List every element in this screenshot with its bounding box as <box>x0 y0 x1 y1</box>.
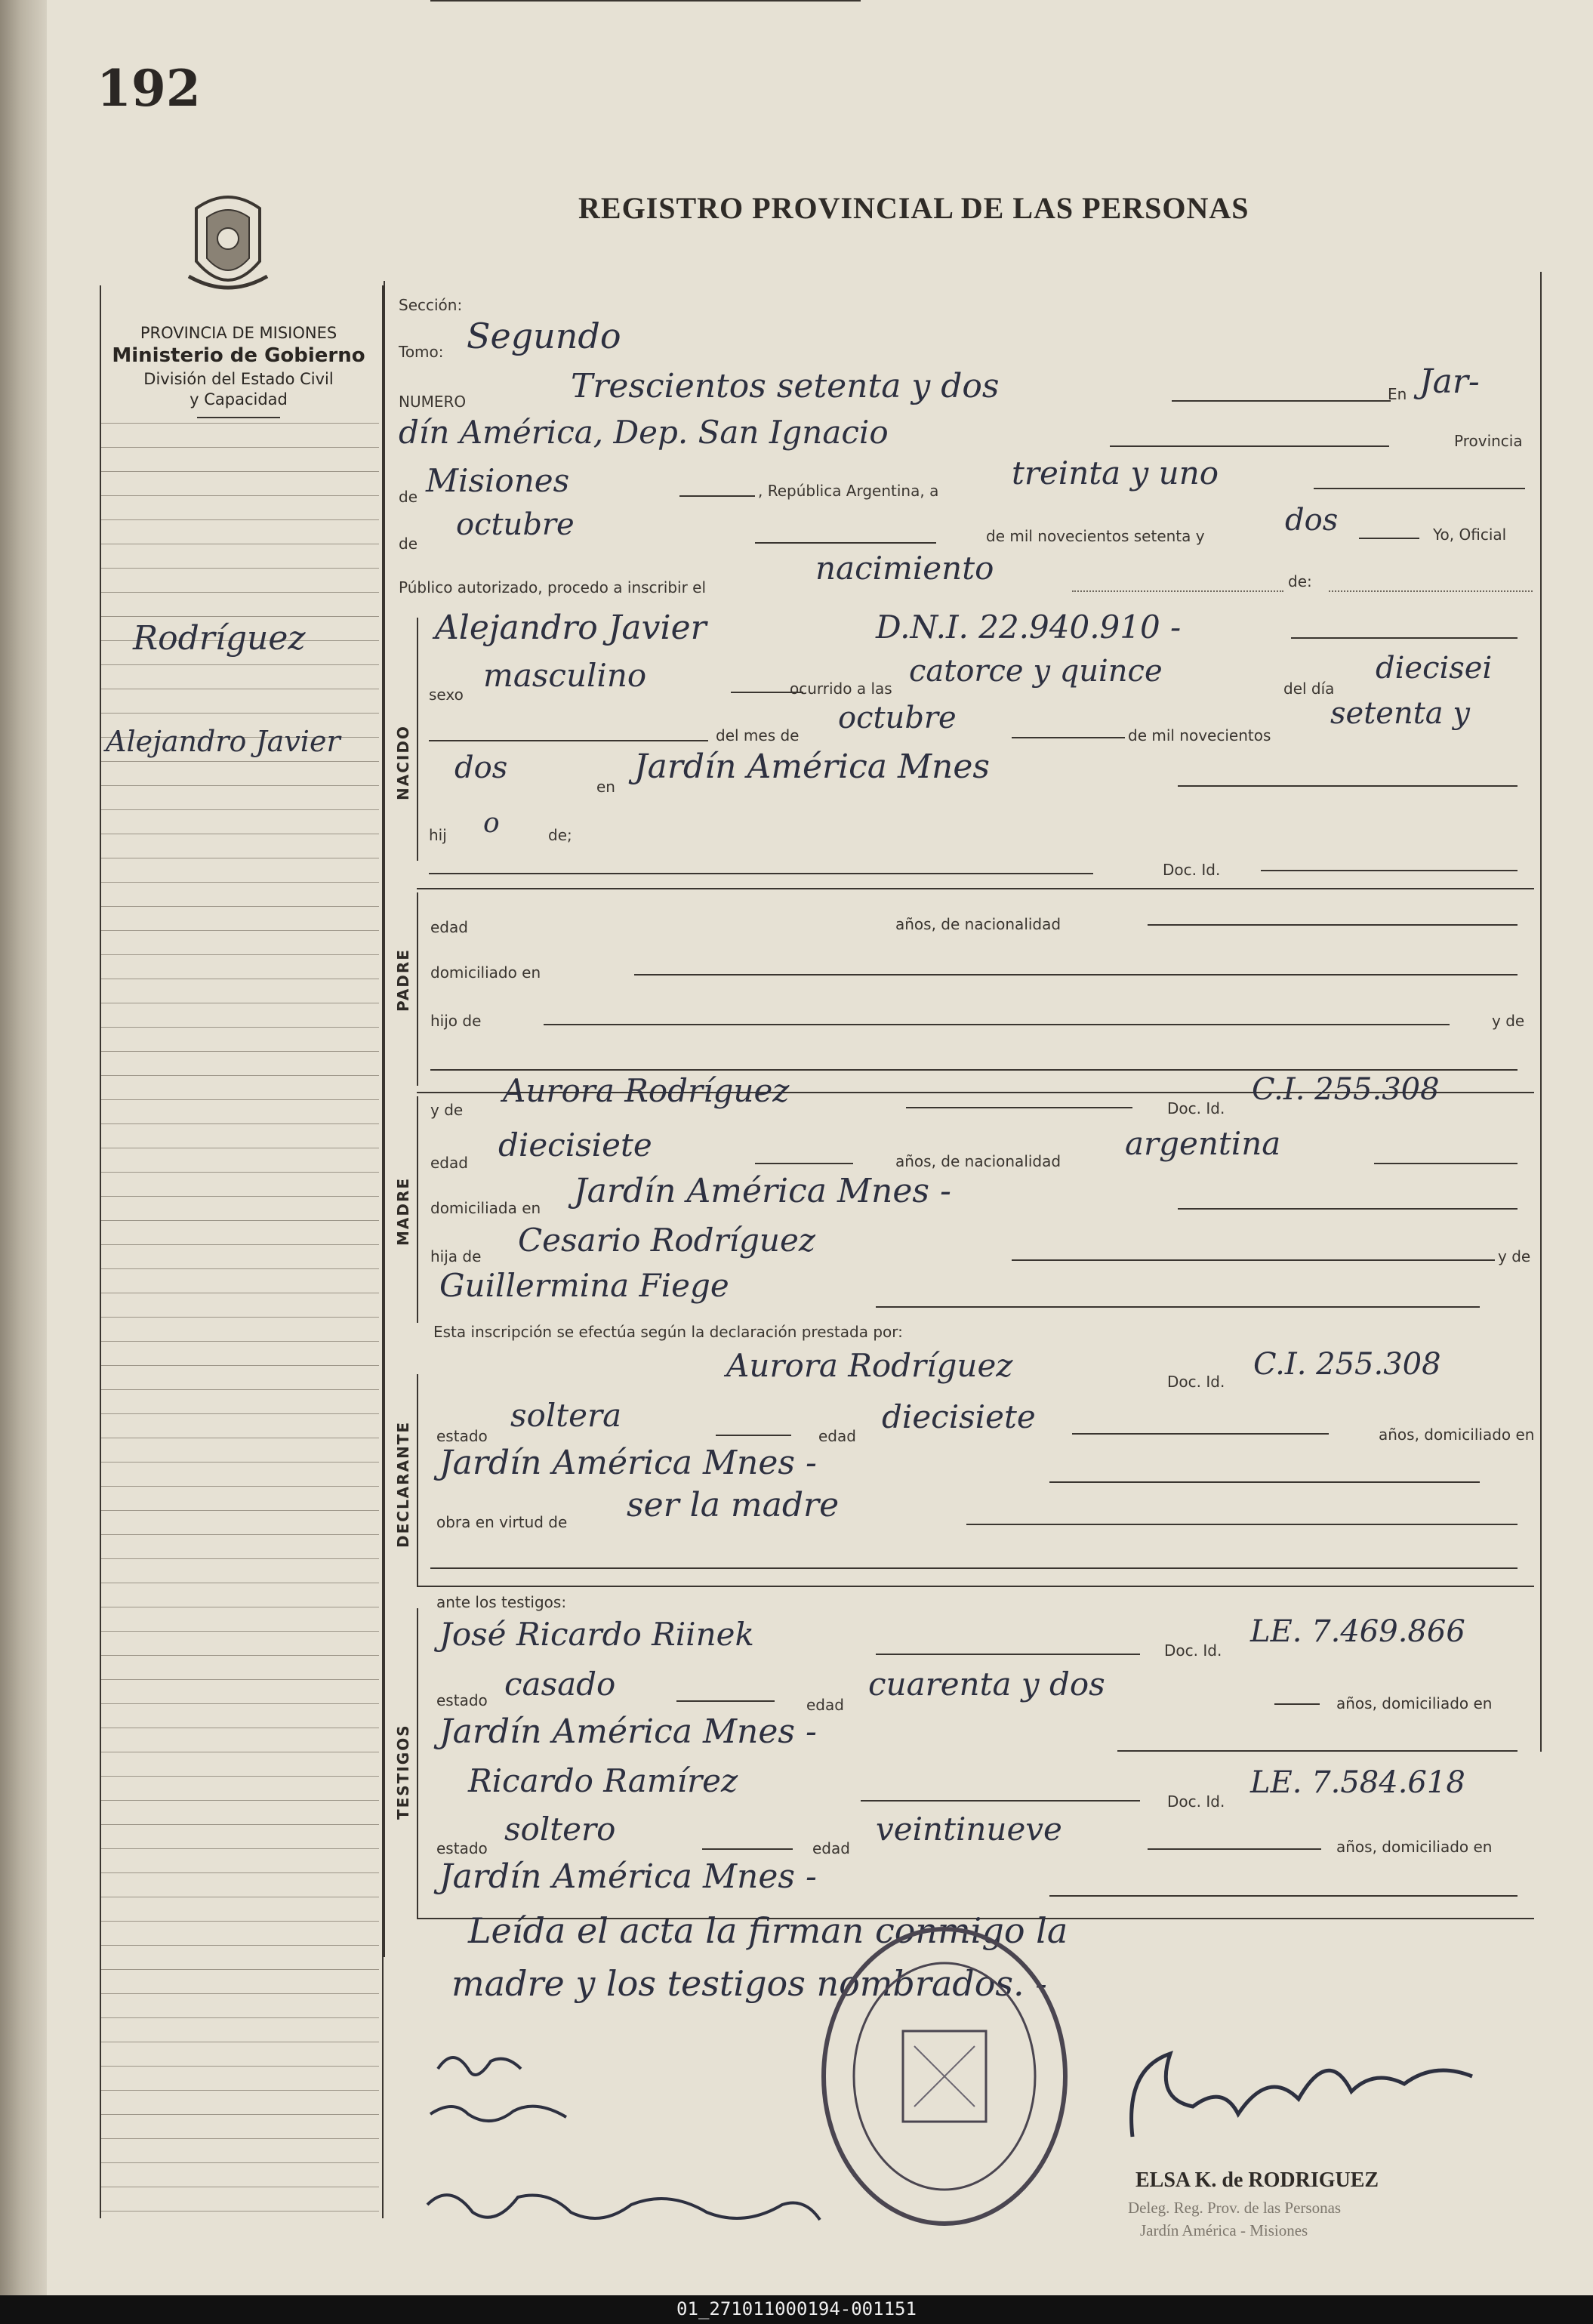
t2-edad-label: edad <box>812 1839 850 1857</box>
image-id-caption: 01_271011000194-001151 <box>676 2298 917 2319</box>
margin-rule-line <box>101 1534 379 1535</box>
provincia-line <box>679 495 755 497</box>
margin-rule-line <box>101 1631 379 1632</box>
madre-nombre-value: Aurora Rodríguez <box>503 1072 790 1109</box>
margin-rule-line <box>101 809 379 810</box>
t2-estado-value: soltero <box>504 1811 616 1848</box>
official-round-stamp-icon <box>812 1918 1077 2235</box>
signature-witness-1 <box>423 2039 574 2137</box>
testigos-divider <box>417 1608 418 1918</box>
margin-rule-line <box>101 761 379 762</box>
margin-rule-line <box>101 2090 379 2091</box>
decl-obra-value: ser la madre <box>627 1486 840 1524</box>
signature-witness-2 <box>420 2175 827 2235</box>
margin-rule-line <box>101 1945 379 1946</box>
madre-dom-value: Jardín América Mnes - <box>574 1172 951 1210</box>
padre-nac-line <box>1148 924 1518 926</box>
fecha-mes-line <box>755 542 936 544</box>
t1-dom-line <box>1117 1750 1518 1752</box>
anio-value: dos <box>1285 503 1339 538</box>
ocurrido-label: ocurrido a las <box>790 680 892 698</box>
mes-value: octubre <box>838 701 957 735</box>
t1-nombre-value: José Ricardo Riinek <box>439 1616 754 1653</box>
padre-dom-label: domiciliado en <box>430 963 541 982</box>
margin-rule-line <box>101 423 379 424</box>
margin-rule-line <box>101 2114 379 2115</box>
nacido-divider <box>417 618 418 861</box>
provincial-coat-of-arms-icon <box>181 186 275 299</box>
decl-nombre-value: Aurora Rodríguez <box>726 1347 1013 1384</box>
mes-line <box>1012 737 1125 738</box>
margin-rule-line <box>101 1824 379 1825</box>
margin-rule-line <box>101 1703 379 1704</box>
madre-doc-label: Doc. Id. <box>1167 1099 1225 1117</box>
decl-doc-label: Doc. Id. <box>1167 1373 1225 1391</box>
madre-section-label: MADRE <box>394 1176 412 1246</box>
margin-rule-line <box>101 1268 379 1269</box>
margin-rule-line <box>101 1800 379 1801</box>
decl-estado-value: soltera <box>510 1397 622 1434</box>
t1-nombre-line <box>876 1654 1140 1655</box>
t1-edad-label: edad <box>806 1696 844 1714</box>
de-label: de <box>399 488 418 506</box>
page-number: 192 <box>97 59 201 118</box>
provincia-value: Misiones <box>426 462 570 499</box>
hijo-line <box>429 873 1093 874</box>
hijo-doc-line <box>1261 870 1518 871</box>
madre-edad-line <box>755 1163 853 1164</box>
de-semicolon-label: de; <box>548 826 572 844</box>
padre-y-de-label: y de <box>1492 1012 1525 1030</box>
margin-rule-line <box>101 568 379 569</box>
numero-value: Trescientos setenta y dos <box>571 367 1000 405</box>
margin-rule-line <box>101 1196 379 1197</box>
en-value: Jar- <box>1419 362 1480 401</box>
t2-nombre-value: Ricardo Ramírez <box>468 1762 738 1799</box>
margin-rule-line <box>101 1486 379 1487</box>
del-mes-label: del mes de <box>716 726 800 744</box>
org-division: División del Estado Civil <box>143 370 334 389</box>
decl-obra-line <box>966 1524 1518 1525</box>
margin-rule-line <box>101 495 379 496</box>
t2-doc-value: LE. 7.584.618 <box>1250 1765 1465 1800</box>
t1-doc-value: LE. 7.469.866 <box>1250 1614 1465 1649</box>
numero-label: NUMERO <box>399 393 467 411</box>
t1-edad-value: cuarenta y dos <box>868 1666 1105 1703</box>
margin-rule-line <box>101 1220 379 1221</box>
republica-label: , República Argentina, a <box>758 482 939 500</box>
madre-y-de-label: y de <box>430 1101 464 1119</box>
tomo-value: Segundo <box>467 316 621 356</box>
margin-notes-column <box>100 285 384 2218</box>
margin-rule-line <box>101 785 379 786</box>
decl-estado-label: estado <box>436 1427 488 1445</box>
margin-rule-line <box>101 1365 379 1366</box>
padre-dom-line <box>634 974 1518 976</box>
margin-surname: Rodríguez <box>133 619 306 658</box>
madre-edad-value: diecisiete <box>498 1127 652 1164</box>
decl-dom-line <box>1049 1481 1480 1483</box>
margin-rule-line <box>101 1413 379 1414</box>
t1-doc-label: Doc. Id. <box>1164 1641 1222 1660</box>
form-right-border <box>1540 272 1542 1752</box>
dia-line <box>429 740 708 741</box>
t1-dom-value: Jardín América Mnes - <box>439 1712 817 1751</box>
decl-extra-line <box>430 1567 1518 1569</box>
padre-section-label: PADRE <box>394 948 412 1012</box>
lugar-nac-line <box>1178 785 1518 787</box>
margin-rule-line <box>101 1462 379 1463</box>
t2-nombre-line <box>861 1800 1140 1802</box>
t1-estado-label: estado <box>436 1691 488 1709</box>
acto-value: nacimiento <box>815 550 994 587</box>
sexo-label: sexo <box>429 686 464 704</box>
fecha-dia-line <box>1314 488 1525 489</box>
nombre-value: Alejandro Javier <box>435 609 707 647</box>
madre-doc-value: C.I. 255.308 <box>1252 1072 1440 1107</box>
seccion-label: Sección: <box>399 296 463 314</box>
madre-madre-line <box>876 1306 1480 1308</box>
t1-edad-line <box>1274 1703 1320 1705</box>
madre-dom-label: domiciliada en <box>430 1199 541 1217</box>
padre-edad-label: edad <box>430 918 468 936</box>
document-title: REGISTRO PROVINCIAL DE LAS PERSONAS <box>578 191 1249 225</box>
decl-estado-line <box>716 1435 791 1436</box>
numero-line <box>1172 400 1391 402</box>
margin-rule-line <box>101 2066 379 2067</box>
nombre-line <box>1291 637 1518 639</box>
declarante-divider <box>417 1374 418 1587</box>
testigos-section-label: TESTIGOS <box>394 1724 412 1820</box>
book-binding <box>0 0 47 2295</box>
anio-nac-value: setenta y <box>1330 696 1470 731</box>
anio-nac-2-value: dos <box>454 751 508 785</box>
margin-given-name: Alejandro Javier <box>106 725 340 758</box>
margin-rule-line <box>101 1099 379 1100</box>
localidad-value: dín América, Dep. San Ignacio <box>399 414 889 451</box>
margin-rule-line <box>101 2162 379 2163</box>
t2-dom-value: Jardín América Mnes - <box>439 1857 817 1896</box>
margin-rule-line <box>101 1341 379 1342</box>
madre-hija-label: hija de <box>430 1247 482 1265</box>
margin-rule-line <box>101 471 379 472</box>
margin-rule-line <box>101 906 379 907</box>
madre-edad-label: edad <box>430 1154 468 1172</box>
official-title: Deleg. Reg. Prov. de las Personas <box>1128 2199 1342 2217</box>
margin-rule-line <box>101 1872 379 1873</box>
decl-edad-value: diecisiete <box>882 1398 1036 1435</box>
nacido-section-label: NACIDO <box>394 725 412 800</box>
t2-estado-label: estado <box>436 1839 488 1857</box>
margin-rule-line <box>101 1679 379 1680</box>
t1-dom-label: años, domiciliado en <box>1336 1694 1493 1712</box>
tomo-label: Tomo: <box>399 343 444 361</box>
padre-nac-label: años, de nacionalidad <box>895 915 1061 933</box>
margin-rule-line <box>101 1317 379 1318</box>
margin-rule-line <box>101 1172 379 1173</box>
org-province: PROVINCIA DE MISIONES <box>140 324 337 342</box>
margin-rule-line <box>101 1848 379 1849</box>
t1-estado-line <box>676 1700 775 1702</box>
margin-rule-line <box>101 1655 379 1656</box>
t2-doc-label: Doc. Id. <box>1167 1792 1225 1811</box>
margin-rule-line <box>101 2138 379 2139</box>
en-label-2: en <box>596 778 615 796</box>
official-name: ELSA K. de RODRIGUEZ <box>1135 2168 1379 2192</box>
margin-rule-line <box>101 1993 379 1994</box>
padre-divider <box>417 892 418 1086</box>
margin-rule-line <box>101 2017 379 2018</box>
t2-estado-line <box>702 1848 793 1850</box>
dni-value: D.N.I. 22.940.910 - <box>876 609 1182 646</box>
decl-edad-line <box>1072 1433 1329 1435</box>
madre-nac-label: años, de nacionalidad <box>895 1152 1061 1170</box>
madre-divider <box>417 1096 418 1323</box>
margin-rule-line <box>101 664 379 665</box>
lugar-nac-value: Jardín América Mnes <box>634 747 990 786</box>
madre-nombre-line <box>906 1107 1132 1108</box>
dia-value: diecisei <box>1376 651 1493 686</box>
margin-rule-line <box>101 1389 379 1390</box>
madre-y-de-2-label: y de <box>1498 1247 1531 1265</box>
ante-testigos-label: ante los testigos: <box>436 1593 567 1611</box>
decl-obra-label: obra en virtud de <box>436 1513 568 1531</box>
en-label: En <box>1388 385 1407 403</box>
margin-rule-line <box>101 1027 379 1028</box>
org-division-2: y Capacidad <box>189 390 288 409</box>
padre-hijo-line <box>544 1024 1450 1025</box>
signature-official <box>1102 2023 1495 2159</box>
decl-edad-label: edad <box>818 1427 856 1445</box>
margin-rule-line <box>101 447 379 448</box>
closing-line-1: Leída el acta la firman conmigo la <box>468 1910 1068 1951</box>
doc-id-label: Doc. Id. <box>1163 861 1221 879</box>
publico-label: Público autorizado, procedo a inscribir el <box>399 578 707 596</box>
margin-rule-line <box>101 1921 379 1922</box>
declarante-bottom-rule <box>417 1586 1534 1587</box>
acto-line-2 <box>1329 590 1533 592</box>
de-label-2: de <box>399 535 418 553</box>
decl-nombre-pre-line <box>430 0 717 2</box>
margin-rule-line <box>101 1051 379 1052</box>
de-mil-label: de mil novecientos setenta y <box>986 527 1205 545</box>
margin-rule-line <box>101 616 379 617</box>
decl-dom-value: Jardín América Mnes - <box>439 1444 817 1482</box>
t1-estado-value: casado <box>504 1666 616 1703</box>
del-dia-label: del día <box>1283 680 1335 698</box>
madre-madre-value: Guillermina Fiege <box>439 1267 729 1304</box>
t2-dom-label: años, domiciliado en <box>1336 1838 1493 1856</box>
margin-rule-line <box>101 592 379 593</box>
inscripcion-label: Esta inscripción se efectúa según la declaración prestada por: <box>433 1323 903 1341</box>
decl-doc-value: C.I. 255.308 <box>1253 1347 1441 1382</box>
form-left-border <box>384 281 385 1957</box>
sexo-value: masculino <box>483 657 647 694</box>
margin-rule-line <box>101 1776 379 1777</box>
declarante-section-label: DECLARANTE <box>394 1420 412 1548</box>
acto-line <box>1072 590 1283 592</box>
margin-rule-line <box>101 1969 379 1970</box>
t2-dom-line <box>1049 1895 1518 1897</box>
madre-dom-line <box>1178 1208 1518 1210</box>
fecha-mes-value: octubre <box>456 507 575 542</box>
margin-rule-line <box>101 930 379 931</box>
localidad-line <box>1110 445 1389 447</box>
closing-line-2: madre y los testigos nombrados. - <box>451 1963 1047 2004</box>
padre-hijo-label: hijo de <box>430 1012 482 1030</box>
margin-rule-line <box>101 519 379 520</box>
madre-nac-value: argentina <box>1125 1125 1281 1162</box>
t2-edad-value: veintinueve <box>876 1811 1062 1848</box>
de-mil-2-label: de mil novecientos <box>1128 726 1271 744</box>
madre-padre-line <box>1012 1259 1495 1261</box>
margin-rule-line <box>101 1558 379 1559</box>
margin-rule-line <box>101 1244 379 1245</box>
hora-value: catorce y quince <box>909 654 1163 689</box>
fecha-dia-value: treinta y uno <box>1012 455 1219 492</box>
de-colon-label: de: <box>1288 572 1312 590</box>
margin-rule-line <box>101 882 379 883</box>
anio-line <box>1359 538 1419 539</box>
margin-rule-line <box>101 954 379 955</box>
margin-rule-line <box>101 1123 379 1124</box>
padre-madre-line <box>430 1069 1518 1071</box>
margin-rule-line <box>101 1075 379 1076</box>
margin-rule-line <box>101 713 379 714</box>
org-ministry: Ministerio de Gobierno <box>112 344 365 368</box>
provincia-label: Provincia <box>1454 432 1523 450</box>
decl-dom-label: años, domiciliado en <box>1379 1426 1535 1444</box>
hij-label: hij <box>429 826 447 844</box>
nacido-bottom-rule <box>417 888 1534 889</box>
margin-rule-line <box>101 1510 379 1511</box>
hijo-suffix-value: o <box>483 808 500 839</box>
yo-oficial-label: Yo, Oficial <box>1433 526 1507 544</box>
t2-edad-line <box>1148 1848 1321 1850</box>
official-location: Jardín América - Misiones <box>1140 2221 1308 2239</box>
madre-nac-line <box>1374 1163 1518 1164</box>
madre-padre-value: Cesario Rodríguez <box>518 1222 815 1259</box>
